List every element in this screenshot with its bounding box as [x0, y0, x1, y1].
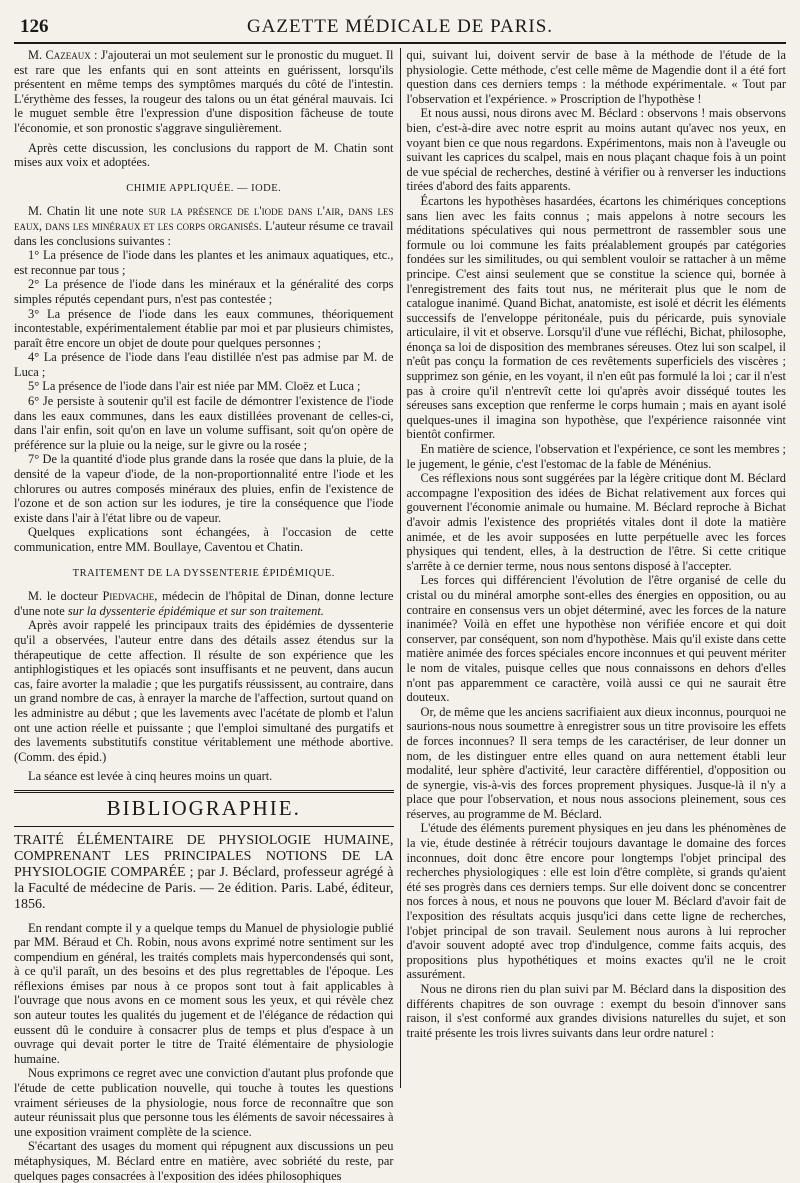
- section-divider: [14, 790, 394, 793]
- biblio-paragraph-3: S'écartant des usages du moment qui répugnent aux discussions un peu métaphysiques, M. Béclard entre en matière, avec sobriété du reste, par quelques pages consacrées à l'exposition des idées philosophiques: [14, 1139, 394, 1183]
- conclusion-item: 6° Je persiste à soutenir qu'il est facile de démontrer l'existence de l'iode dans les eaux communes, dans les eaux distillées provenant de celles-ci, dans l'air enfin, soit qu'on en lave un volume suffisant, soit qu'on opère de préférence sur la pluie ou la neige, sur le givre ou la rosée ;: [14, 394, 394, 452]
- conclusion-item: 2° La présence de l'iode dans les minéraux et la généralité des corps simples réputés cependant purs, n'est pas contestée ;: [14, 277, 394, 306]
- text-columns: [14, 48, 786, 1183]
- masthead: [14, 12, 786, 44]
- right-column: [400, 48, 787, 1088]
- after-discussion-paragraph: Après cette discussion, les conclusions du rapport de M. Chatin sont mises aux voix et adoptées.: [14, 140, 394, 170]
- chatin-title: sur la présence de l'iode dans l'air, dans les eaux, dans les minéraux et les corps organisés.: [14, 204, 394, 233]
- right-paragraph: Ces réflexions nous sont suggérées par la légère critique dont M. Béclard accompagne l'exposition des idées de Bichat relativement aux forces qui gouvernent l'économie animale ou humaine. M. Béclard reproche à Bichat d'avoir admis l'existence des propriétés vitales dont il dote la matière animée, et de les avoir supposées en lutte perpétuelle avec les forces physiques qui tendent, elles, à la destruction de l'être. Si cette critique s'arrête à ce dernier terme, nous nous sentons disposé à l'accepter.: [406, 471, 786, 573]
- cazeaux-name: M. Cazeaux: [28, 48, 91, 62]
- cazeaux-paragraph: [14, 48, 394, 136]
- biblio-paragraph-2: Nous exprimons ce regret avec une conviction d'autant plus profonde que l'étude de cette publication nouvelle, qui touche à toutes les questions vraiment sérieuses de la physiologie, nous force de reconnaître que son auteur réunissait plus que personne tous les éléments de savoir nécessaires à une exposition vraiment complète de la science.: [14, 1066, 394, 1139]
- right-paragraph: Et nous aussi, nous dirons avec M. Béclard : observons ! mais observons bien, c'est-à-dire avec notre esprit au moins autant qu'avec nos yeux, en voyant bien ce que nous regardons. Expérimentons, mais non à l'aveugle ou suivant les caprices du scalpel, mais en nous plaçant chaque fois à un point de vue spécial de recherches, destiné à vérifier ou à renverser les inductions tirées d'abord des faits apparents.: [406, 106, 786, 194]
- right-paragraph: Écartons les hypothèses hasardées, écartons les chimériques conceptions sans lien avec les faits connus ; mais appelons à notre secours les méditations spéculatives qui nous permettront de rassembler sous une formule ou loi commune les faits préalablement groupés par catégories fondées sur les similitudes, ou qui semblent vouloir se rattacher à un même principe. C'est ainsi seulement que se constitue la science qui, bornée à l'enregistrement des faits tout nus, ne mériterait plus que le nom de catalogue inanimé. Quand Bichat, anatomiste, est isolé et décrit les éléments successifs de l'enveloppe péritonéale, puis du péricarde, puis synoviale articulaire, il vit et observe. Lorsqu'il d'une vue réfléchi, Bichat, philosophe, énonça sa loi de disposition des membranes séreuses. Otez lui son scalpel, il n'eût pas conçu la formation de ces revêtements superficiels des viscères ; supprimez son génie, en les voyant, il n'en eût pas formulé la loi ; car il n'est pas à croire qu'il n'entrevît cette loi qu'après avoir disséqué toutes les séreuses sans exception que renferme le corps humain ; mais en ayant isolé quelques-unes il imagina son hypothèse, que l'expérience raisonnée vint bientôt confirmer.: [406, 193, 786, 442]
- conclusion-item: 1° La présence de l'iode dans les plantes et les animaux aquatiques, etc., est reconnue par tous ;: [14, 248, 394, 277]
- conclusion-item: 3° La présence de l'iode dans les eaux communes, théoriquement incontestable, expérimentalement établie par moi et par plusieurs chimistes, paraît être encore un objet de doute pour quelques personnes ;: [14, 306, 394, 350]
- chatin-paragraph: [14, 204, 394, 248]
- piedvache-title: sur la dyssenterie épidémique et sur son traitement.: [67, 603, 324, 618]
- conclusion-item: 5° La présence de l'iode dans l'air est niée par MM. Cloëz et Luca ;: [28, 379, 361, 394]
- bibliography-title: BIBLIOGRAPHIE.: [106, 795, 301, 820]
- piedvache-name: Piedvache: [102, 589, 155, 604]
- piedvache-mid: , médecin de l'hôpital de Dinan, donne lecture d'une note: [14, 589, 394, 618]
- right-paragraph: En matière de science, l'observation et l'expérience, ce sont les membres ; le jugement, le génie, c'est l'estomac de la fable de Ménénius.: [406, 442, 786, 471]
- right-paragraph: Or, de même que les anciens sacrifiaient aux dieux inconnus, pourquoi ne saurions-nous nous soumettre à enregistrer sous un titre provisoire les effets de forces inconnues? Il sera temps de les caractériser, de leur donner un nom, de les distinguer entre elles quand on aura nettement établi leur modalité, leur sphère d'activité, leur caractère différentiel, d'opposition ou de synergie, vis-à-vis des forces proprement physiques. Jusque-là il n'y a place que pour l'observation, et nous nous associons pleinement, sous ces réserves, au programme de M. Béclard.: [406, 704, 786, 821]
- piedvache-body: Après avoir rappelé les principaux traits des épidémies de dyssenterie qu'il a observées, l'auteur entre dans des détails assez étendus sur la thérapeutique de cette affection. Il résulte de son expérience que les antiphlogistiques et les opiacés sont insuffisants et ne peuvent, dans aucun cas, faire avorter la maladie ; que les purgatifs réussissent, au contraire, dans un grand nombre de cas, à enrayer la marche de l'affection, surtout quand on les administre au début ; que les lavements avec l'acétate de plomb et l'alun ont une action réelle et puissante ; que l'emploi simultané des purgatifs et des lavements substitutifs constitue véritablement une méthode abortive. (Comm. des épid.): [14, 618, 394, 764]
- conclusion-item: 7° De la quantité d'iode plus grande dans la rosée que dans la pluie, de la densité de la vapeur d'iode, de la non-proportionnalité entre l'iode et les chlorures ou autres composés minéraux des pluies, enfin de l'existence de l'ozone et de son action sur les iodures, je tire la conséquence que l'iode existe dans l'air à l'état libre ou de vapeur.: [14, 452, 394, 525]
- cazeaux-text: : J'ajouterai un mot seulement sur le pronostic du muguet. Il est rare que les enfants qui en sont atteints en guérissent, lorsqu'ils présentent en même temps des symptômes marqués du côté de l'intestin. L'érythème des fesses, la rougeur des talons ou un état général mauvais. Ici le muguet semble être l'expression d'une disposition fâcheuse de toute l'économie, et son pronostic s'aggrave singulièrement.: [14, 48, 394, 135]
- piedvache-lead: M. le docteur: [28, 589, 98, 604]
- left-column: [14, 48, 400, 1183]
- chatin-lead: M. Chatin lit une note: [28, 204, 144, 219]
- book-heading: TRAITÉ ÉLÉMENTAIRE DE PHYSIOLOGIE HUMAINE, COMPRENANT LES PRINCIPALES NOTIONS DE LA PHYSIOLOGIE COMPARÉE ; par J. Béclard, professeur agrégé à la Faculté de médecine de Paris. — 2e édition. Paris. Labé, éditeur, 1856.: [14, 832, 394, 912]
- chimie-heading: CHIMIE APPLIQUÉE. — IODE.: [126, 182, 282, 194]
- conclusion-item: 4° La présence de l'iode dans l'eau distillée n'est pas admise par M. de Luca ;: [14, 350, 394, 379]
- piedvache-paragraph: [14, 589, 394, 618]
- chatin-tail: L'auteur résume ce travail dans les conclusions suivantes :: [14, 218, 394, 248]
- page-number: 126: [20, 16, 49, 37]
- right-paragraph: Les forces qui différencient l'évolution de l'être organisé de celle du cristal ou du minéral amorphe sont-elles des énergies en opposition, ou au contraire en consensus vers un objet déterminé, avec les forces de la nature inanimée? Voilà en effet une hypothèse non vérifiée encore et qui doit conserver, par conséquent, son nom d'hypothèse. Mais qu'il existe dans cette matière animée des forces spéciales encore inconnues et qui peuvent mériter le nom de vitales, puisque celles que nous connaissons en dehors d'elles n'ont pas apparemment ce caractère, voilà aussi ce qui ne saurait être douteux.: [406, 573, 786, 705]
- biblio-paragraph-1: En rendant compte il y a quelque temps du Manuel de physiologie publié par MM. Béraud et Ch. Robin, nous avons exprimé notre sentiment sur les compendium en général, les traités complets mais hypercondensés qui sont, à ce qu'il paraît, un des besoins et des plus regrettables de l'époque. Les réflexions émises par nous à ce propos sont tout à fait applicables à l'ouvrage que nous avons en ce moment sous les yeux, et qui révèle chez son auteur toutes les qualités du jugement et de l'élégance de rédaction qui eussent dû le conduire à consacrer plus de temps et plus d'espace à un ouvrage qui devait porter le titre de Traité élémentaire de physiologie humaine.: [14, 920, 394, 1066]
- journal-title: GAZETTE MÉDICALE DE PARIS.: [246, 16, 554, 37]
- right-paragraph: L'étude des éléments purement physiques en jeu dans les phénomènes de la vie, étude destinée à rétrécir toujours davantage le domaine des forces inconnues, doit donc être encore pour longtemps l'objet principal des recherches physiologiques : elle est loin d'être complète, si grands qu'aient été ses progrès dans ces derniers temps. Sur elle doivent donc se concentrer nos forces à nous, et nous ne pouvons que louer M. Béclard d'avoir fait de l'exposition des résultats acquis jusqu'ici dans cette ligne de recherches, l'objet principal de son travail. Seulement nous aurons à lui reprocher d'avoir souvent adopté avec trop d'indulgence, comme faits acquis, des propositions plus hypothétiques et moins exactes qu'il ne le croit assurément.: [406, 821, 786, 982]
- dysenterie-heading: TRAITEMENT DE LA DYSSENTERIE ÉPIDÉMIQUE.: [72, 567, 335, 579]
- title-rule: [14, 826, 394, 827]
- right-paragraph: qui, suivant lui, doivent servir de base à la méthode de l'étude de la physiologie. Cette méthode, c'est celle même de Magendie dont il a été fort question dans ces derniers temps : la méthode expérimentale. « Tout par l'observation et l'expérience. » Proscription de l'hypothèse !: [406, 48, 786, 106]
- right-paragraph: Nous ne dirons rien du plan suivi par M. Béclard dans la disposition des différents chapitres de son ouvrage : exempt du besoin d'innover sans raison, il s'est conformé aux grandes divisions naturelles du sujet, et son traité présente les trois livres suivants dans leur ordre naturel :: [406, 982, 786, 1040]
- closing-line: La séance est levée à cinq heures moins un quart.: [28, 769, 273, 784]
- exchange-paragraph: Quelques explications sont échangées, à l'occasion de cette communication, entre MM. Boullaye, Caventou et Chatin.: [14, 525, 394, 554]
